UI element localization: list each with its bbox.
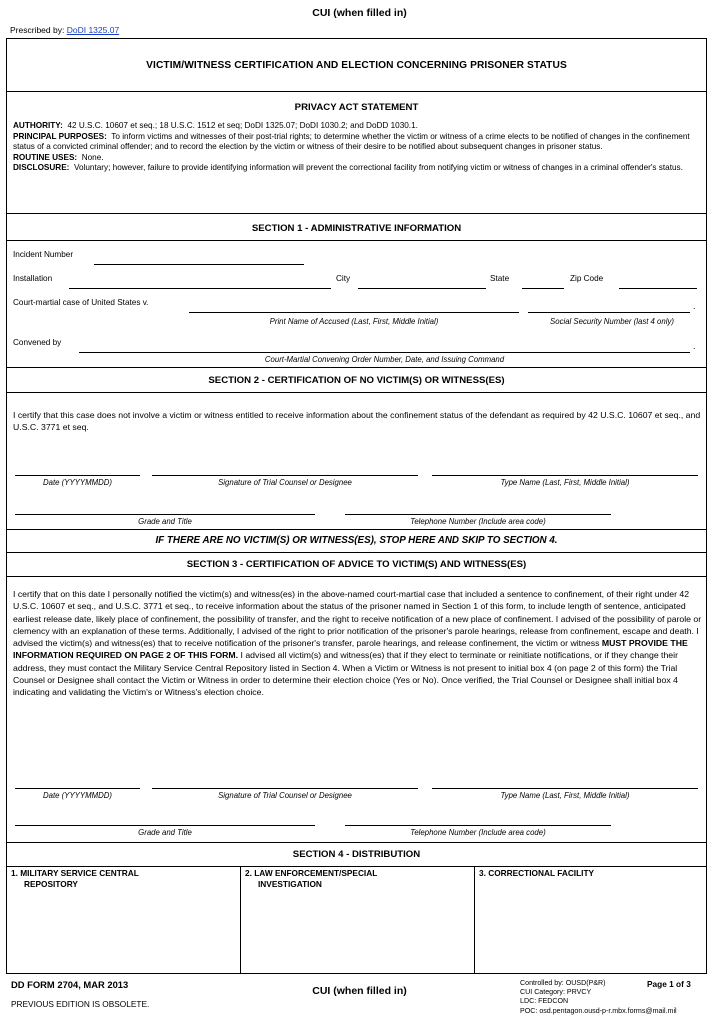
convened-by-label: Convened by (13, 338, 62, 347)
s3-date-caption: Date (YYYYMMDD) (43, 791, 112, 800)
previous-edition: PREVIOUS EDITION IS OBSOLETE. (11, 999, 150, 1009)
city-field[interactable] (358, 288, 486, 289)
incident-number-label: Incident Number (13, 250, 74, 259)
s2-signature-caption: Signature of Trial Counsel or Designee (218, 478, 352, 487)
col1-line2: REPOSITORY (24, 879, 78, 889)
column-divider (474, 866, 475, 974)
ldc: LDC: FEDCON (520, 997, 569, 1006)
s2-signature-field[interactable] (152, 475, 418, 476)
prescribed-by-link[interactable]: DoDI 1325.07 (66, 25, 120, 35)
prescribed-by (10, 25, 119, 35)
s3-date-field[interactable] (15, 788, 140, 789)
divider (7, 392, 706, 393)
s2-grade-field[interactable] (15, 514, 315, 515)
accused-caption: Print Name of Accused (Last, First, Middle Initial) (269, 317, 439, 326)
zip-label: Zip Code (570, 274, 604, 283)
prescribed-by-label: Prescribed by: (10, 25, 65, 35)
court-martial-label: Court-martial case of United States v. (13, 298, 149, 307)
col1-line1: 1. MILITARY SERVICE CENTRAL (11, 868, 139, 878)
divider (7, 866, 706, 867)
s3-phone-caption: Telephone Number (Include area code) (410, 828, 546, 837)
controlled-by: Controlled by: OUSD(P&R) (520, 979, 606, 987)
divider (7, 529, 706, 530)
incident-number-field[interactable] (94, 264, 304, 265)
purposes-text: To inform victims and witnesses of their post-trial rights; to determine whether the victim or witness of a crime elects to be notified of changes in the confinement status of a convicted criminal offender; and to record the election by the victim or witness of their desire to be notified about subsequent changes in prisoner status. (13, 131, 690, 152)
cui-header: CUI (when filled in) (312, 7, 407, 19)
convening-caption: Court-Martial Convening Order Number, Date, and Issuing Command (264, 355, 505, 364)
form-title: VICTIM/WITNESS CERTIFICATION AND ELECTION CONCERNING PRISONER STATUS (146, 60, 567, 71)
convened-by-field[interactable] (79, 352, 690, 353)
installation-label: Installation (13, 274, 53, 283)
s3-typename-field[interactable] (432, 788, 698, 789)
s2-date-caption: Date (YYYYMMDD) (43, 478, 112, 487)
disclosure-text: Voluntary; however, failure to provide identifying information will prevent the correctional facility from notifying victim or witness of changes in a criminal offender's status. (73, 163, 683, 173)
purposes-label: PRINCIPAL PURPOSES: (13, 131, 107, 141)
divider (7, 367, 706, 368)
section4-heading: SECTION 4 - DISTRIBUTION (292, 849, 421, 860)
column-divider (240, 866, 241, 974)
section1-heading: SECTION 1 - ADMINISTRATIVE INFORMATION (251, 223, 462, 234)
city-label: City (336, 274, 351, 283)
central-repository-box[interactable] (11, 868, 139, 890)
routine-text: None. (81, 152, 104, 162)
s3-signature-caption: Signature of Trial Counsel or Designee (218, 791, 352, 800)
s3-grade-field[interactable] (15, 825, 315, 826)
law-enforcement-box[interactable] (245, 868, 377, 890)
cui-footer: CUI (when filled in) (312, 985, 407, 997)
s2-phone-field[interactable] (345, 514, 611, 515)
authority-text: 42 U.S.C. 10607 et seq.; 18 U.S.C. 1512 et seq; DoDI 1325.07; DoDI 1030.2; and DoDD 1030.1. (67, 121, 418, 130)
s3-phone-field[interactable] (345, 825, 611, 826)
section2-text: I certify that this case does not involve a victim or witness entitled to receive information about the confinement status of the defendant as required by 42 U.S.C. 10607 et seq., and U.S.C. 3771 et seq. (13, 410, 701, 433)
s2-typename-field[interactable] (432, 475, 698, 476)
ssn-caption: Social Security Number (last 4 only) (550, 317, 674, 326)
state-label: State (490, 274, 510, 283)
section2-heading: SECTION 2 - CERTIFICATION OF NO VICTIM(S) OR WITNESS(ES) (208, 375, 505, 386)
col2-line1: 2. LAW ENFORCEMENT/SPECIAL (245, 868, 378, 878)
s3-grade-caption: Grade and Title (138, 828, 192, 837)
privacy-statement (13, 121, 701, 174)
dot: . (693, 341, 696, 351)
authority-label: AUTHORITY: (13, 121, 63, 130)
section3-text-part1: I certify that on this date I personally notified the victim(s) and witness(es) in the above-named court-martial case that included a sentence to confinement, of their right under 42 U.S.C. 10607 et seq., and U.S.C. 3771 et seq., to receive information about the status of the prisoner named in Section 1 of this form, to include length of sentence, anticipated earliest release date, likely place of confinement, the possibility of transfer, and the right to receive notification of a new place of confinement. I advised of the possibility of parole or clemency with an explanation of these terms. Additionally, I advised of the right to prior notification of the prisoner's parole hearings, release from confinement, escape and death. I advised the victim(s) and witness(es) that to receive notification of the prisoner's transfer, parole hearings, and release confinement, the victim or witness (13, 589, 702, 649)
accused-name-field[interactable] (189, 312, 519, 313)
s3-signature-field[interactable] (152, 788, 418, 789)
zip-field[interactable] (619, 288, 697, 289)
correctional-facility-box[interactable] (479, 868, 594, 879)
divider (7, 213, 706, 214)
col3-label: 3. CORRECTIONAL FACILITY (479, 868, 595, 878)
installation-field[interactable] (69, 288, 331, 289)
state-field[interactable] (522, 288, 564, 289)
disclosure-label: DISCLOSURE: (13, 163, 70, 173)
dot: . (693, 301, 696, 311)
cui-category: CUI Category: PRVCY (520, 988, 592, 997)
s2-phone-caption: Telephone Number (Include area code) (410, 517, 546, 526)
stop-instruction: IF THERE ARE NO VICTIM(S) OR WITNESS(ES), STOP HERE AND SKIP TO SECTION 4. (155, 535, 558, 546)
form-number: DD FORM 2704, MAR 2013 (11, 979, 129, 990)
section3-heading: SECTION 3 - CERTIFICATION OF ADVICE TO VICTIM(S) AND WITNESS(ES) (186, 559, 527, 570)
s2-date-field[interactable] (15, 475, 140, 476)
section3-text (13, 588, 703, 699)
divider (7, 842, 706, 843)
routine-label: ROUTINE USES: (13, 152, 78, 162)
privacy-heading: PRIVACY ACT STATEMENT (294, 102, 419, 113)
ssn-field[interactable] (528, 312, 690, 313)
section3-text-part2: I advised all victim(s) and witness(es) that if they elect to terminate or reinitiate notifications, or if they change their address, they must contact the Military Service Central Repository listed in Section 4. When a Victim or Witness is not present to initial box 4 (on page 2 of this form) the Trial Counsel or Designee shall contact the Victim or Witness in order to determine their election choice (Yes or No). Once verified, the Trial Counsel or Designee shall initial box 4 indicating and validating the Victim's or Witness's election choice. (13, 650, 678, 698)
divider (7, 240, 706, 241)
divider (7, 91, 706, 92)
page-number: Page 1 of 3 (647, 979, 691, 989)
col2-line2: INVESTIGATION (258, 879, 322, 889)
s2-grade-caption: Grade and Title (138, 517, 192, 526)
divider (7, 576, 706, 577)
poc: POC: osd.pentagon.ousd-p-r.mbx.forms@mail.mil (520, 1006, 677, 1015)
s3-typename-caption: Type Name (Last, First, Middle Initial) (500, 791, 630, 800)
divider (7, 552, 706, 553)
form-frame (6, 38, 707, 974)
s2-typename-caption: Type Name (Last, First, Middle Initial) (500, 478, 630, 487)
section3-text-bold: MUST PROVIDE THE INFORMATION REQUIRED ON PAGE 2 OF THIS FORM. (13, 638, 688, 661)
